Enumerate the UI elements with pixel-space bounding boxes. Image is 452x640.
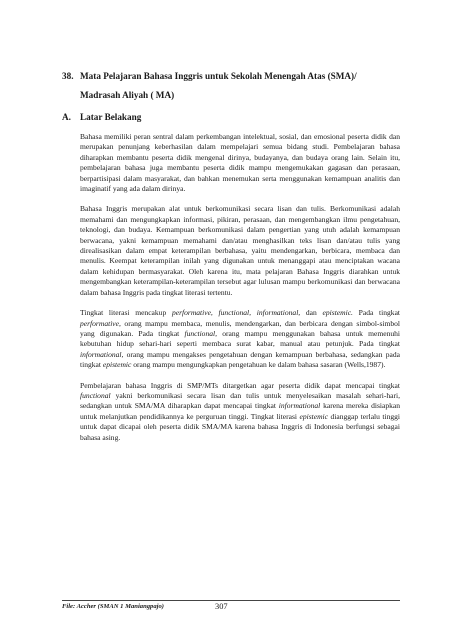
section-letter: A. [62, 112, 71, 122]
paragraph-4-term: epistemic [299, 411, 328, 421]
paragraph-1: Bahasa memiliki peran sentral dalam perkembangan intelektual, sosial, dan emosional peserta didik dan merupakan penunjang keberhasilan dalam mempelajari semua bidang studi. Pembelajaran bahasa diharapkan membantu peserta didik mengenal dirinya, budayanya, dan budaya orang lain. Selain itu, pembelajaran bahasa juga membantu peserta didik mampu mengemukakan gagasan dan perasaan, berpartisipasi dalam masyarakat, dan bahkan menemukan serta menggunakan kemampuan analitis dan imaginatif yang ada dalam dirinya. [80, 132, 400, 194]
paragraph-3-term: epistemic [102, 360, 132, 370]
paragraph-2: Bahasa Inggris merupakan alat untuk berkomunikasi secara lisan dan tulis. Berkomunikasi adalah memahami dan mengungkapkan informasi, pikiran, perasaan, dan mengembangkan ilmu pengetahuan, teknologi, dan budaya. Kemampuan berkomunikasi dalam pengertian yang utuh adalah kemampuan berwacana, yakni kemampuan memahami dan/atau menghasilkan teks lisan dan/atau tulis yang direalisasikan dalam empat keterampilan berbahasa, yaitu mendengarkan, berbicara, membaca dan menulis. Keempat keterampilan inilah yang digunakan untuk menanggapi atau menciptakan wacana dalam kehidupan bermasyarakat. Oleh karena itu, mata pelajaran Bahasa Inggris diarahkan untuk mengembangkan keterampilan-keterampilan tersebut agar lulusan mampu berkomunikasi dan berwacana dalam bahasa Inggris pada tingkat literasi tertentu. [80, 204, 400, 297]
paragraph-3-text: , dan [298, 308, 323, 318]
paragraph-4-term: informational [278, 401, 321, 411]
paragraph-3-text: orang mampu menggunakan bahasa untuk memenuhi kebutuhan hidup sehari-hari seperti membaca surat kabar, manual atau petunjuk. Pada tingkat [80, 328, 400, 349]
paragraph-4-text: Pembelajaran bahasa Inggris di SMP/MTs ditargetkan agar peserta didik dapat mencapai tingkat [80, 380, 400, 390]
page-content [62, 67, 400, 453]
title-number: 38. [62, 71, 74, 81]
section-title: Latar Belakang [80, 112, 142, 122]
paragraph-3-term: epistemic. [322, 308, 353, 318]
paragraph-3-term: informational [256, 308, 299, 318]
paragraph-4-text: yakni berkomunikasi secara lisan dan tulis untuk menyelesaikan masalah sehari-hari, sedangkan untuk SMA/MA diharapkan dapat mencapai tingkat [80, 390, 400, 411]
page-number: 307 [215, 602, 228, 611]
paragraph-3-term: informational, [80, 349, 124, 359]
paragraph-3 [80, 308, 400, 370]
paragraph-3-text: orang mampu mengungkapkan pengetahuan ke dalam bahasa sasaran (Wells,1987). [131, 360, 386, 370]
paragraph-4-text: dianggap terlalu tinggi untuk dapat dicapai oleh peserta didik SMA/MA karena bahasa Inggris di Indonesia berfungsi sebagai bahasa asing. [80, 411, 401, 442]
section-heading [62, 110, 400, 124]
title-line-2: Madrasah Aliyah ( MA) [80, 90, 175, 100]
paragraph-3-term: performative [80, 318, 119, 328]
paragraph-3-term: performative, functional, [171, 308, 252, 318]
title-line-1: Mata Pelajaran Bahasa Inggris untuk Sekolah Menengah Atas (SMA)/ [80, 71, 357, 81]
paragraph-3-text: Tingkat literasi mencakup [80, 308, 172, 318]
paragraph-4 [80, 381, 400, 443]
paragraph-3-text: , orang mampu membaca, menulis, mendengarkan, dan berbicara dengan simbol-simbol yang digunakan. Pada tingkat [80, 318, 400, 338]
paragraph-3-text: Pada tingkat [352, 308, 401, 318]
paragraph-4-text: karena mereka disiapkan untuk melanjutkan pendidikannya ke perguruan tinggi. Tingkat literasi [80, 401, 400, 421]
document-title [62, 67, 400, 86]
paragraph-4-term: functional [80, 390, 111, 400]
footer-file-label: File: Accher (SMAN 1 Maniangpajo) [62, 603, 164, 610]
paragraph-3-text: orang mampu mengakses pengetahuan dengan kemampuan berbahasa, sedangkan pada tingkat [80, 349, 400, 370]
section-body [62, 132, 400, 443]
paragraph-3-term: functional, [184, 328, 217, 338]
footer-divider [62, 600, 400, 601]
